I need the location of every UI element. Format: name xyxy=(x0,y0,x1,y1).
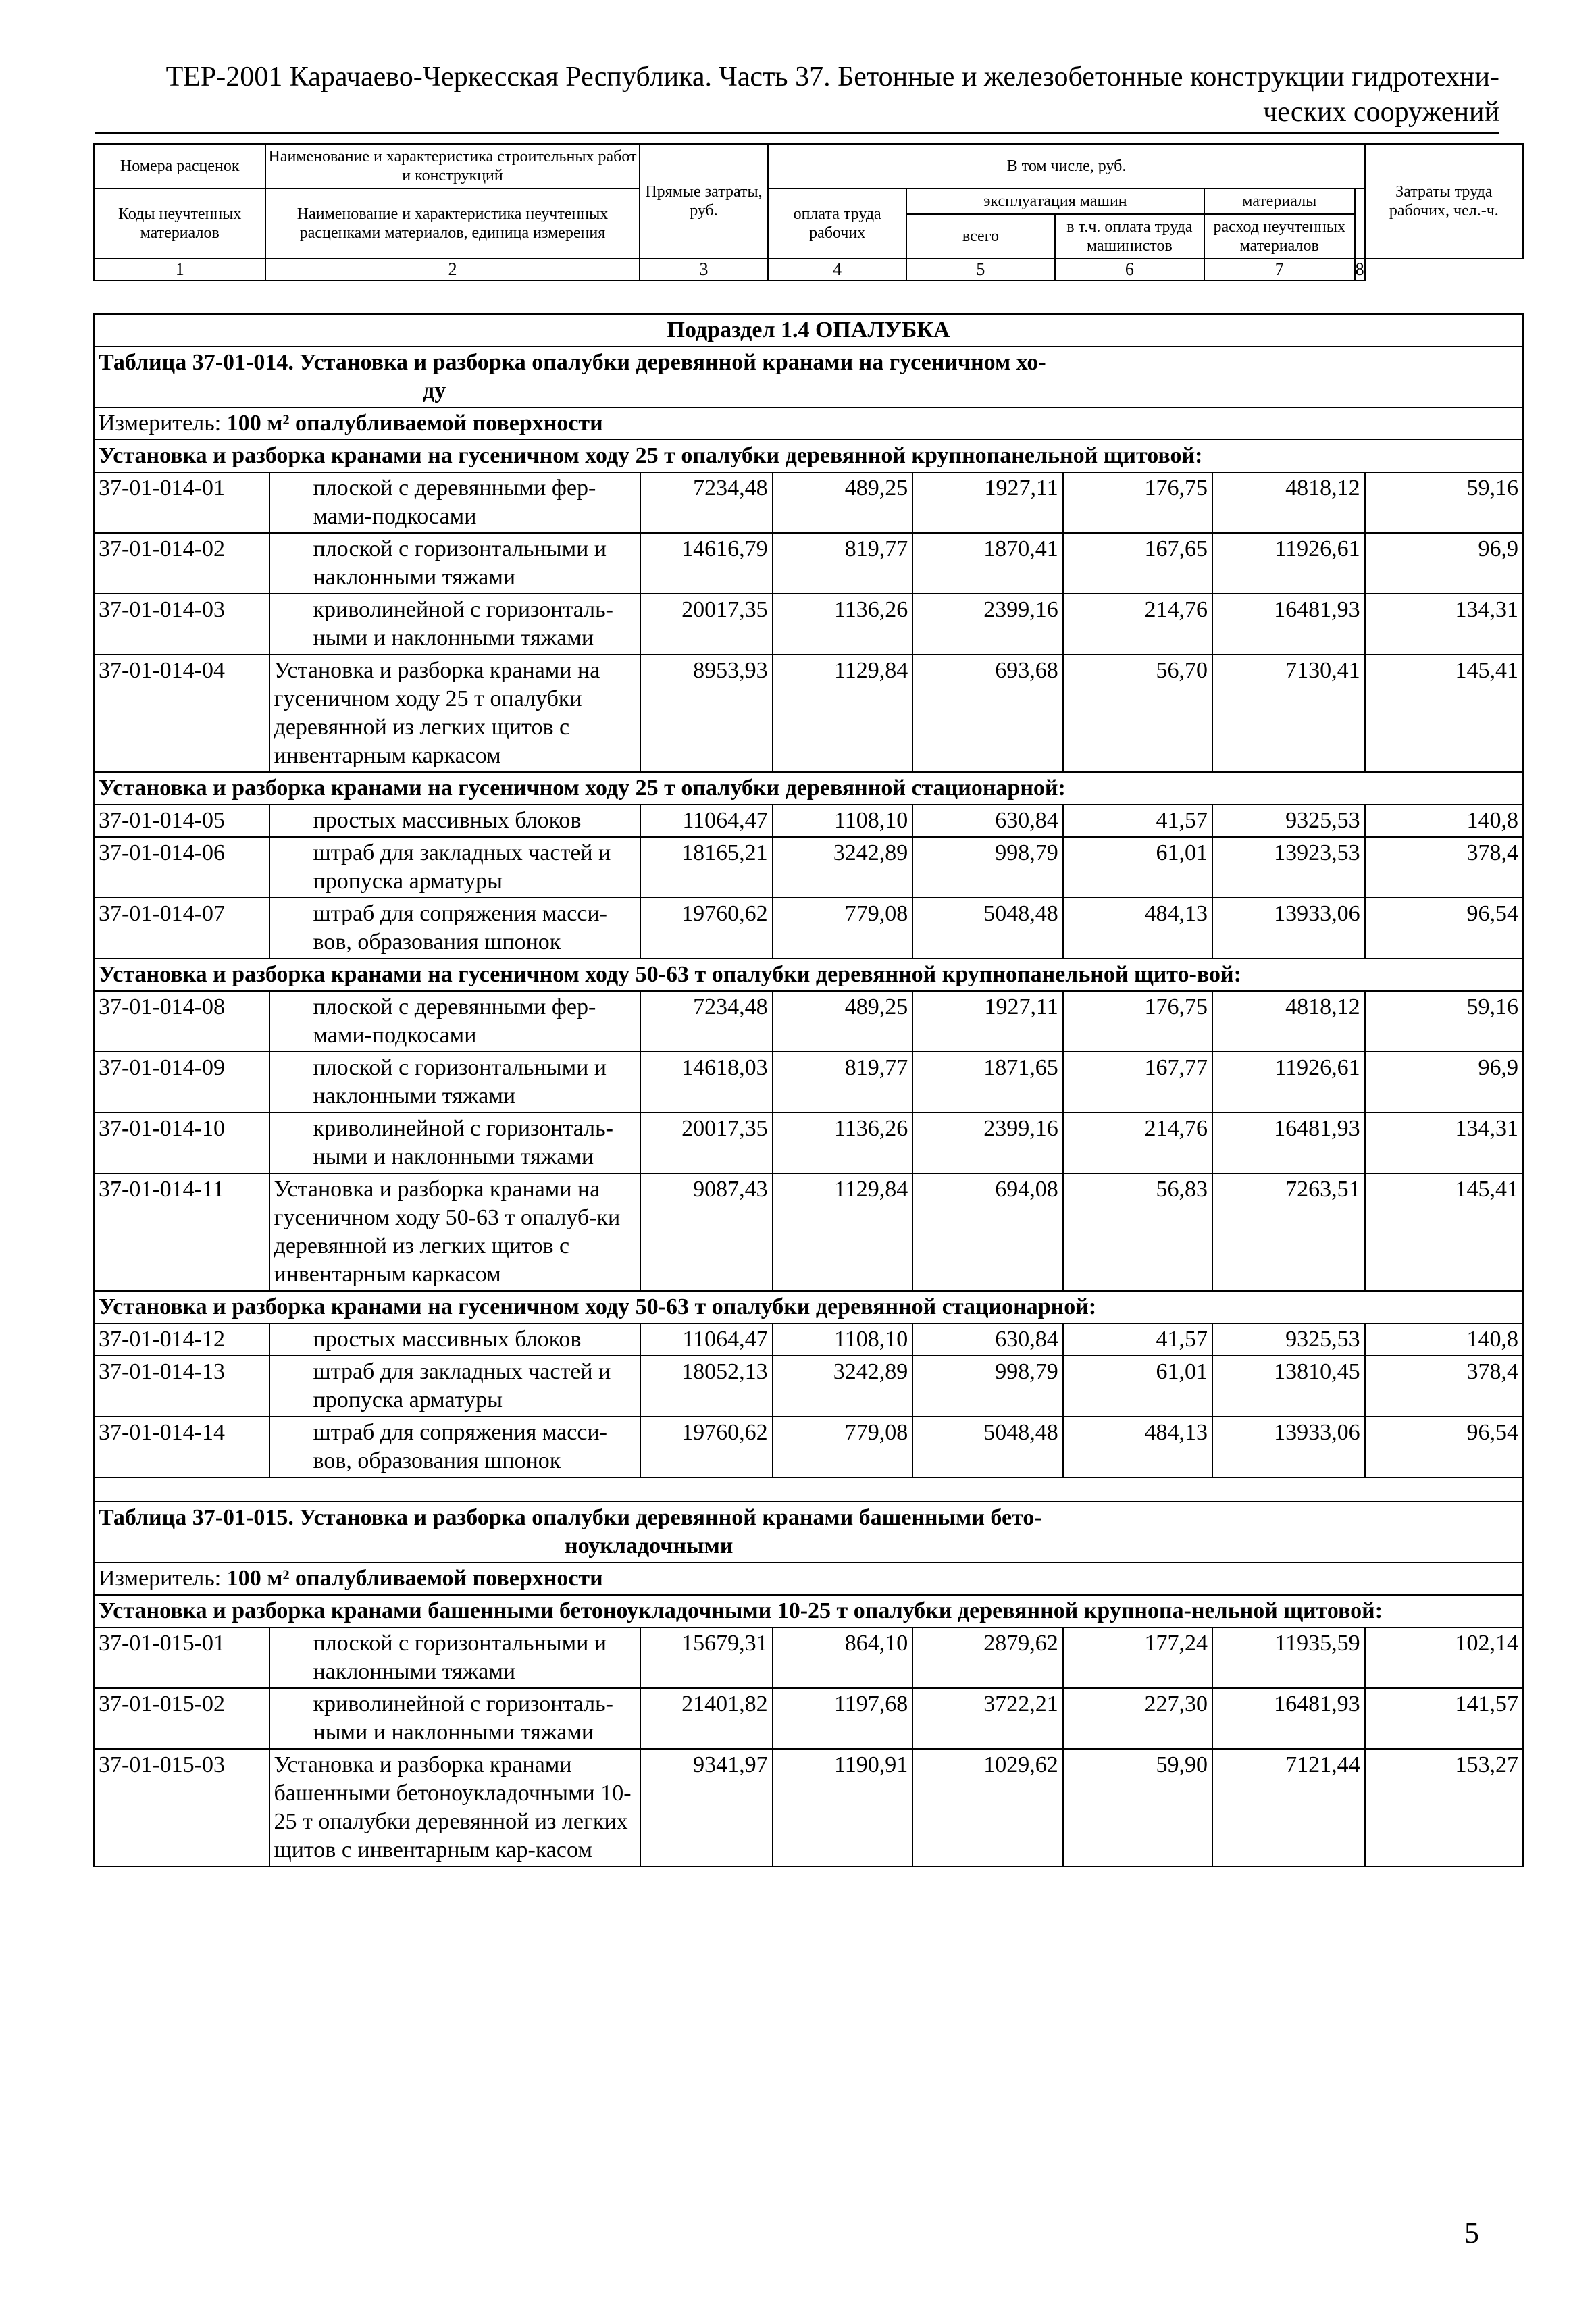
group-heading: Установка и разборка кранами на гусеничном ходу 50-63 т опалубки деревянной крупнопанельной щито-вой: xyxy=(94,959,1523,991)
rate-code: 37-01-014-13 xyxy=(94,1356,269,1417)
section-title: Подраздел 1.4 ОПАЛУБКА xyxy=(94,314,1523,347)
value-cell: 41,57 xyxy=(1063,1323,1212,1356)
value-cell: 2399,16 xyxy=(912,1113,1063,1173)
value-cell: 998,79 xyxy=(912,837,1063,898)
value-cell: 21401,82 xyxy=(640,1688,773,1749)
value-cell: 1108,10 xyxy=(773,1323,913,1356)
table-row xyxy=(94,472,1523,533)
value-cell: 227,30 xyxy=(1063,1688,1212,1749)
value-cell: 1870,41 xyxy=(912,533,1063,594)
value-cell: 2399,16 xyxy=(912,594,1063,655)
table-row xyxy=(94,1627,1523,1688)
value-cell: 167,65 xyxy=(1063,533,1212,594)
work-name: плоской с горизонтальными и наклонными тяжами xyxy=(269,1052,640,1113)
value-cell: 102,14 xyxy=(1365,1627,1523,1688)
col-materials: материалы xyxy=(1204,188,1355,214)
group-heading: Установка и разборка кранами на гусеничном ходу 25 т опалубки деревянной стационарной: xyxy=(94,772,1523,805)
column-header-table xyxy=(93,143,1524,281)
value-cell: 693,68 xyxy=(912,655,1063,772)
value-cell: 18165,21 xyxy=(640,837,773,898)
value-cell: 61,01 xyxy=(1063,1356,1212,1417)
rate-code: 37-01-014-14 xyxy=(94,1417,269,1477)
value-cell: 96,9 xyxy=(1365,1052,1523,1113)
value-cell: 96,54 xyxy=(1365,1417,1523,1477)
value-cell: 1129,84 xyxy=(773,655,913,772)
group-heading: Установка и разборка кранами на гусеничном ходу 25 т опалубки деревянной крупнопанельной щитовой: xyxy=(94,440,1523,472)
rate-code: 37-01-014-07 xyxy=(94,898,269,959)
rate-code: 37-01-014-06 xyxy=(94,837,269,898)
rate-code: 37-01-014-01 xyxy=(94,472,269,533)
value-cell: 214,76 xyxy=(1063,1113,1212,1173)
value-cell: 11926,61 xyxy=(1212,533,1365,594)
work-name: штраб для закладных частей и пропуска арматуры xyxy=(269,837,640,898)
value-cell: 630,84 xyxy=(912,1323,1063,1356)
table-row xyxy=(94,1323,1523,1356)
value-cell: 1108,10 xyxy=(773,805,913,837)
col-machines-total: всего xyxy=(906,214,1055,259)
value-cell: 56,70 xyxy=(1063,655,1212,772)
value-cell: 1197,68 xyxy=(773,1688,913,1749)
value-cell: 14616,79 xyxy=(640,533,773,594)
value-cell: 13810,45 xyxy=(1212,1356,1365,1417)
value-cell: 7263,51 xyxy=(1212,1173,1365,1291)
value-cell: 11064,47 xyxy=(640,1323,773,1356)
rate-code: 37-01-014-11 xyxy=(94,1173,269,1291)
rate-code: 37-01-014-02 xyxy=(94,533,269,594)
work-name: криволинейной с горизонталь-ными и наклонными тяжами xyxy=(269,1688,640,1749)
value-cell: 13933,06 xyxy=(1212,898,1365,959)
value-cell: 59,90 xyxy=(1063,1749,1212,1866)
work-name: простых массивных блоков xyxy=(269,1323,640,1356)
value-cell: 96,9 xyxy=(1365,533,1523,594)
value-cell: 145,41 xyxy=(1365,655,1523,772)
col-material-name: Наименование и характеристика неучтенных расценками материалов, единица измерения xyxy=(265,188,639,259)
col-including: В том числе, руб. xyxy=(768,144,1364,188)
rate-code: 37-01-014-05 xyxy=(94,805,269,837)
value-cell: 779,08 xyxy=(773,1417,913,1477)
rates-table xyxy=(93,313,1524,1867)
rate-code: 37-01-014-09 xyxy=(94,1052,269,1113)
value-cell: 18052,13 xyxy=(640,1356,773,1417)
col-worker-pay: оплата труда рабочих xyxy=(768,188,906,259)
value-cell: 694,08 xyxy=(912,1173,1063,1291)
value-cell: 56,83 xyxy=(1063,1173,1212,1291)
value-cell: 3722,21 xyxy=(912,1688,1063,1749)
value-cell: 177,24 xyxy=(1063,1627,1212,1688)
value-cell: 1927,11 xyxy=(912,991,1063,1052)
work-name: криволинейной с горизонталь-ными и наклонными тяжами xyxy=(269,1113,640,1173)
value-cell: 3242,89 xyxy=(773,837,913,898)
value-cell: 378,4 xyxy=(1365,1356,1523,1417)
value-cell: 1136,26 xyxy=(773,594,913,655)
col-operator-pay: в т.ч. оплата труда машинистов xyxy=(1055,214,1204,259)
header-line-1: ТЕР-2001 Карачаево-Черкесская Республика. Часть 37. Бетонные и железобетонные конструкции гидротехни- xyxy=(165,61,1499,93)
work-name: штраб для сопряжения масси-вов, образования шпонок xyxy=(269,898,640,959)
page-number: 5 xyxy=(1464,2216,1479,2250)
table-row xyxy=(94,1688,1523,1749)
table-row xyxy=(94,837,1523,898)
value-cell: 134,31 xyxy=(1365,594,1523,655)
value-cell: 2879,62 xyxy=(912,1627,1063,1688)
col-material-consumption: расход неучтенных материалов xyxy=(1204,214,1355,259)
value-cell: 13933,06 xyxy=(1212,1417,1365,1477)
col-num: 6 xyxy=(1055,259,1204,280)
work-name: плоской с горизонтальными и наклонными тяжами xyxy=(269,1627,640,1688)
value-cell: 1129,84 xyxy=(773,1173,913,1291)
value-cell: 8953,93 xyxy=(640,655,773,772)
col-labor-hours: Затраты труда рабочих, чел.-ч. xyxy=(1365,144,1523,259)
value-cell: 1029,62 xyxy=(912,1749,1063,1866)
value-cell: 140,8 xyxy=(1365,1323,1523,1356)
value-cell: 819,77 xyxy=(773,1052,913,1113)
value-cell: 1927,11 xyxy=(912,472,1063,533)
page-header xyxy=(95,59,1499,134)
value-cell: 16481,93 xyxy=(1212,1688,1365,1749)
value-cell: 11064,47 xyxy=(640,805,773,837)
table-title: Таблица 37-01-015. Установка и разборка опалубки деревянной кранами башенными бето- ноукладочными xyxy=(94,1502,1523,1562)
rate-code: 37-01-015-03 xyxy=(94,1749,269,1866)
value-cell: 4818,12 xyxy=(1212,991,1365,1052)
work-name: штраб для закладных частей и пропуска арматуры xyxy=(269,1356,640,1417)
work-name: простых массивных блоков xyxy=(269,805,640,837)
work-name: плоской с горизонтальными и наклонными тяжами xyxy=(269,533,640,594)
group-heading: Установка и разборка кранами на гусеничном ходу 50-63 т опалубки деревянной стационарной: xyxy=(94,1291,1523,1323)
value-cell: 489,25 xyxy=(773,991,913,1052)
table-row xyxy=(94,1356,1523,1417)
work-name: Установка и разборка кранами башенными бетоноукладочными 10-25 т опалубки деревянной из легких щитов с инвентарным кар-касом xyxy=(269,1749,640,1866)
value-cell: 96,54 xyxy=(1365,898,1523,959)
value-cell: 998,79 xyxy=(912,1356,1063,1417)
value-cell: 20017,35 xyxy=(640,1113,773,1173)
col-work-name: Наименование и характеристика строительных работ и конструкций xyxy=(265,144,639,188)
value-cell: 145,41 xyxy=(1365,1173,1523,1291)
value-cell: 378,4 xyxy=(1365,837,1523,898)
value-cell: 3242,89 xyxy=(773,1356,913,1417)
value-cell: 134,31 xyxy=(1365,1113,1523,1173)
value-cell: 59,16 xyxy=(1365,991,1523,1052)
col-num: 3 xyxy=(640,259,769,280)
value-cell: 779,08 xyxy=(773,898,913,959)
value-cell: 14618,03 xyxy=(640,1052,773,1113)
table-row xyxy=(94,594,1523,655)
table-meter: Измеритель: 100 м² опалубливаемой поверхности xyxy=(94,407,1523,440)
col-num: 7 xyxy=(1204,259,1355,280)
table-meter: Измеритель: 100 м² опалубливаемой поверхности xyxy=(94,1562,1523,1595)
value-cell: 1871,65 xyxy=(912,1052,1063,1113)
rate-code: 37-01-015-02 xyxy=(94,1688,269,1749)
value-cell: 176,75 xyxy=(1063,472,1212,533)
rate-code: 37-01-014-12 xyxy=(94,1323,269,1356)
col-num: 1 xyxy=(94,259,265,280)
value-cell: 5048,48 xyxy=(912,898,1063,959)
value-cell: 19760,62 xyxy=(640,898,773,959)
table-row xyxy=(94,1113,1523,1173)
table-title: Таблица 37-01-014. Установка и разборка опалубки деревянной кранами на гусеничном хо- ду xyxy=(94,347,1523,407)
table-row xyxy=(94,1173,1523,1291)
value-cell: 7130,41 xyxy=(1212,655,1365,772)
value-cell: 176,75 xyxy=(1063,991,1212,1052)
value-cell: 9341,97 xyxy=(640,1749,773,1866)
value-cell: 484,13 xyxy=(1063,898,1212,959)
value-cell: 7234,48 xyxy=(640,472,773,533)
value-cell: 1136,26 xyxy=(773,1113,913,1173)
value-cell: 16481,93 xyxy=(1212,1113,1365,1173)
col-num: 4 xyxy=(768,259,906,280)
table-row xyxy=(94,655,1523,772)
col-material-codes: Коды неучтенных материалов xyxy=(94,188,265,259)
work-name: криволинейной с горизонталь-ными и наклонными тяжами xyxy=(269,594,640,655)
value-cell: 864,10 xyxy=(773,1627,913,1688)
value-cell: 141,57 xyxy=(1365,1688,1523,1749)
value-cell: 11926,61 xyxy=(1212,1052,1365,1113)
value-cell: 5048,48 xyxy=(912,1417,1063,1477)
value-cell: 61,01 xyxy=(1063,837,1212,898)
value-cell: 153,27 xyxy=(1365,1749,1523,1866)
col-machines: эксплуатация машин xyxy=(906,188,1204,214)
value-cell: 9087,43 xyxy=(640,1173,773,1291)
value-cell: 9325,53 xyxy=(1212,805,1365,837)
rate-code: 37-01-014-04 xyxy=(94,655,269,772)
group-heading: Установка и разборка кранами башенными бетоноукладочными 10-25 т опалубки деревянной крупнопа-нельной щитовой: xyxy=(94,1595,1523,1627)
rate-code: 37-01-014-10 xyxy=(94,1113,269,1173)
table-row xyxy=(94,805,1523,837)
table-row xyxy=(94,1052,1523,1113)
value-cell: 9325,53 xyxy=(1212,1323,1365,1356)
value-cell: 4818,12 xyxy=(1212,472,1365,533)
value-cell: 167,77 xyxy=(1063,1052,1212,1113)
col-num: 5 xyxy=(906,259,1055,280)
value-cell: 59,16 xyxy=(1365,472,1523,533)
col-num: 2 xyxy=(265,259,639,280)
value-cell: 630,84 xyxy=(912,805,1063,837)
table-row xyxy=(94,533,1523,594)
value-cell: 214,76 xyxy=(1063,594,1212,655)
work-name: Установка и разборка кранами на гусеничном ходу 25 т опалубки деревянной из легких щитов с инвентарным каркасом xyxy=(269,655,640,772)
header-line-2: ческих сооружений xyxy=(1263,97,1499,128)
col-direct-costs: Прямые затраты, руб. xyxy=(640,144,769,259)
value-cell: 15679,31 xyxy=(640,1627,773,1688)
table-row xyxy=(94,991,1523,1052)
value-cell: 484,13 xyxy=(1063,1417,1212,1477)
value-cell: 140,8 xyxy=(1365,805,1523,837)
value-cell: 7121,44 xyxy=(1212,1749,1365,1866)
table-row xyxy=(94,1749,1523,1866)
spacer xyxy=(94,1477,1523,1502)
value-cell: 41,57 xyxy=(1063,805,1212,837)
work-name: плоской с деревянными фер-мами-подкосами xyxy=(269,991,640,1052)
value-cell: 819,77 xyxy=(773,533,913,594)
value-cell: 11935,59 xyxy=(1212,1627,1365,1688)
rate-code: 37-01-014-03 xyxy=(94,594,269,655)
work-name: плоской с деревянными фер-мами-подкосами xyxy=(269,472,640,533)
work-name: Установка и разборка кранами на гусеничном ходу 50-63 т опалуб-ки деревянной из легких щитов с инвентарным каркасом xyxy=(269,1173,640,1291)
value-cell: 1190,91 xyxy=(773,1749,913,1866)
value-cell: 13923,53 xyxy=(1212,837,1365,898)
value-cell: 7234,48 xyxy=(640,991,773,1052)
col-num: 8 xyxy=(1355,259,1364,279)
value-cell: 16481,93 xyxy=(1212,594,1365,655)
work-name: штраб для сопряжения масси-вов, образования шпонок xyxy=(269,1417,640,1477)
rate-code: 37-01-015-01 xyxy=(94,1627,269,1688)
col-rate-numbers: Номера расценок xyxy=(94,144,265,188)
value-cell: 489,25 xyxy=(773,472,913,533)
table-row xyxy=(94,1417,1523,1477)
rate-code: 37-01-014-08 xyxy=(94,991,269,1052)
table-row xyxy=(94,898,1523,959)
value-cell: 20017,35 xyxy=(640,594,773,655)
value-cell: 19760,62 xyxy=(640,1417,773,1477)
